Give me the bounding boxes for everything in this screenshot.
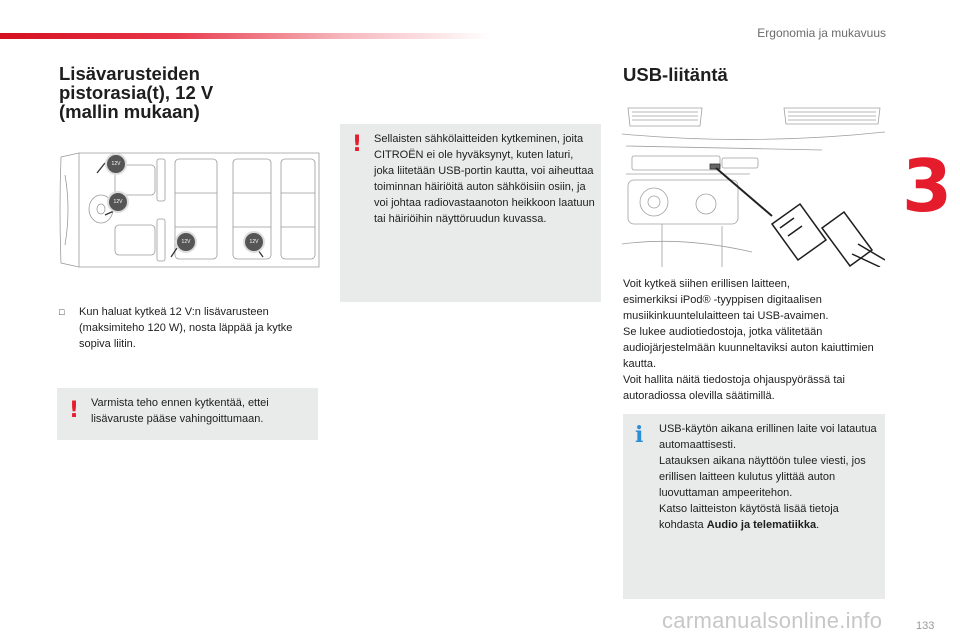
page-number: 133 bbox=[916, 620, 935, 632]
connect-accessory-instruction bbox=[59, 304, 309, 352]
info-line-end: . bbox=[816, 519, 820, 531]
outlet-12v-icon: 12V bbox=[243, 231, 265, 253]
title-line: Lisävarusteiden bbox=[59, 63, 200, 84]
header-accent-bar bbox=[0, 33, 490, 39]
title-line: (mallin mukaan) bbox=[59, 101, 200, 122]
warning-icon: ! bbox=[352, 132, 363, 157]
outlet-12v-icon: 12V bbox=[107, 191, 129, 213]
audio-telematics-reference: Audio ja telematiikka bbox=[706, 519, 817, 531]
power-warning-box bbox=[57, 388, 318, 440]
description-line: esimerkiksi iPod® -tyyppisen digitaalisen musiikinkuuntelulaitteen tai USB-avaimen. bbox=[623, 294, 829, 322]
electrical-interference-warning-box bbox=[340, 124, 601, 302]
instruction-text: Kun haluat kytkeä 12 V:n lisävarusteen (maksimiteho 120 W), nosta läppää ja kytke sopiva liitin. bbox=[79, 306, 293, 350]
usb-info-box bbox=[623, 414, 885, 599]
warning-text: Sellaisten sähkölaitteiden kytkeminen, joita CITROËN ei ole hyväksynyt, kuten laturi, joka liitetään USB-portin kautta, voi aiheuttaa toiminnan häiriöitä auton sähköisiin osiin, ja voi johtaa radiovastaanoton heikkoon laatuun tai häiriöihin näyttöruudun kuvassa. bbox=[374, 133, 595, 225]
warning-icon: ! bbox=[69, 398, 80, 423]
section-title: Ergonomia ja mukavuus bbox=[757, 26, 886, 40]
usb-port-illustration bbox=[622, 104, 885, 267]
description-line: Voit kytkeä siihen erillisen laitteen, bbox=[623, 278, 790, 290]
title-line: pistorasia(t), 12 V bbox=[59, 82, 214, 103]
description-line: Voit hallita näitä tiedostoja ohjauspyörässä tai autoradiossa olevilla säätimillä. bbox=[623, 374, 845, 402]
watermark: carmanualsonline.info bbox=[662, 608, 883, 633]
outlet-12v-icon: 12V bbox=[105, 153, 127, 175]
chapter-number: 3 bbox=[902, 144, 953, 228]
checkbox-bullet-icon: □ bbox=[59, 307, 65, 317]
description-line: Se lukee audiotiedostoja, jotka välitetään audiojärjestelmään kuunneltaviksi auton kaiuttimien kautta. bbox=[623, 326, 874, 370]
info-line: Latauksen aikana näyttöön tulee viesti, jos erillisen laitteen kulutus ylittää auton luovuttaman ampeeritehon. bbox=[659, 455, 866, 499]
accessory-socket-title bbox=[59, 64, 319, 121]
van-interior-illustration bbox=[57, 145, 322, 273]
info-line: USB-käytön aikana erillinen laite voi latautua automaattisesti. bbox=[659, 423, 877, 451]
usb-description bbox=[623, 276, 885, 404]
info-line: Katso laitteiston käytöstä lisää tietoja kohdasta bbox=[659, 503, 839, 531]
info-icon: i bbox=[635, 422, 644, 448]
outlet-12v-icon: 12V bbox=[175, 231, 197, 253]
warning-text: Varmista teho ennen kytkentää, ettei lisävaruste pääse vahingoittumaan. bbox=[91, 397, 269, 425]
usb-section-title: USB-liitäntä bbox=[623, 64, 728, 85]
info-text bbox=[659, 421, 881, 533]
